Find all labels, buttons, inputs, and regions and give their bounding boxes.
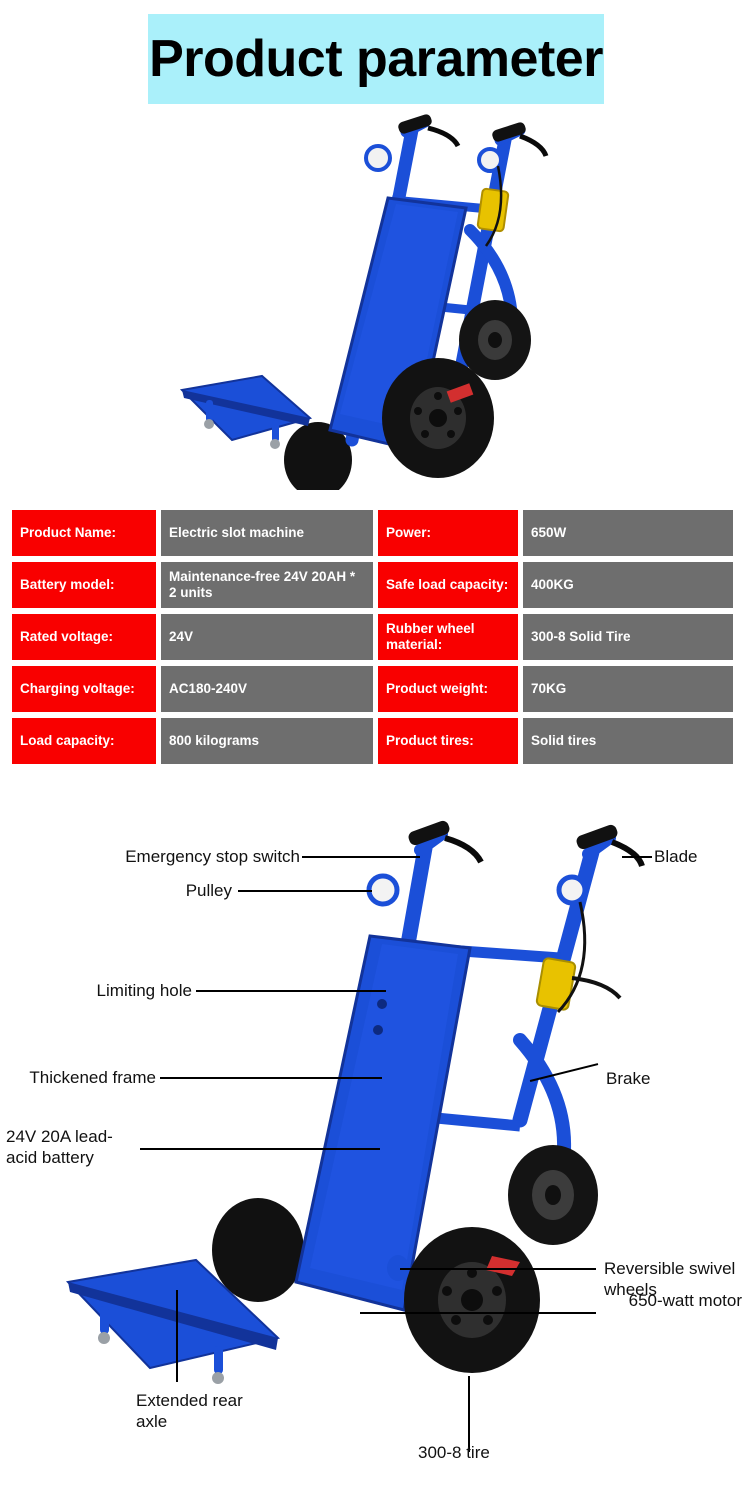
spec-value: Maintenance-free 24V 20AH * 2 units [161, 562, 373, 608]
spec-label: Load capacity: [12, 718, 156, 764]
leader-line-brake [622, 856, 652, 858]
callout-battery: 24V 20A lead-acid battery [6, 1127, 113, 1168]
callout-brake: Blade [654, 847, 698, 866]
hand-truck-illustration [0, 100, 750, 490]
table-row [12, 718, 738, 764]
spec-label: Rubber wheel material: [378, 614, 518, 660]
spec-label: Product Name: [12, 510, 156, 556]
callout-tire: 300-8 tire [418, 1443, 490, 1462]
table-row [12, 666, 738, 712]
table-row [12, 510, 738, 556]
page-title: Product parameter [149, 30, 603, 88]
spec-label: Charging voltage: [12, 666, 156, 712]
callout-emergency-stop-switch: Emergency stop switch [125, 847, 300, 866]
callout-pulley: Pulley [185, 881, 232, 900]
spec-value: 70KG [523, 666, 733, 712]
spec-value: Electric slot machine [161, 510, 373, 556]
spec-label: Power: [378, 510, 518, 556]
table-row [12, 614, 738, 660]
product-hero-image [0, 100, 750, 490]
leader-line-limiting-hole [196, 990, 386, 992]
leader-line-thickened-frame [160, 1077, 382, 1079]
callout-limiting-hole: Limiting hole [96, 981, 192, 1000]
annotated-product-diagram [0, 790, 750, 1490]
table-row [12, 562, 738, 608]
spec-value: 400KG [523, 562, 733, 608]
leader-line-motor [400, 1268, 596, 1270]
spec-value: 650W [523, 510, 733, 556]
specification-table [12, 510, 738, 770]
callout-motor: Reversible swivel wheels [604, 1259, 736, 1300]
spec-value: AC180-240V [161, 666, 373, 712]
callout-extended-rear-axle: 650-watt motor [628, 1291, 742, 1310]
spec-label: Rated voltage: [12, 614, 156, 660]
spec-label: Battery model: [12, 562, 156, 608]
spec-value: 24V [161, 614, 373, 660]
leader-line-rear-axle [360, 1312, 596, 1314]
callout-blade: Extended rear axle [136, 1391, 243, 1432]
leader-line-pulley [238, 890, 372, 892]
spec-label: Safe load capacity: [378, 562, 518, 608]
leader-line-emergency-stop [302, 856, 420, 858]
page-title-banner [148, 14, 604, 104]
callout-reversible-swivel-wheels: Brake [606, 1069, 651, 1088]
leader-line-blade-vertical [176, 1290, 178, 1382]
spec-value: 300-8 Solid Tire [523, 614, 733, 660]
leader-line-tire-vertical [468, 1376, 470, 1452]
spec-label: Product weight: [378, 666, 518, 712]
spec-value: Solid tires [523, 718, 733, 764]
callout-thickened-frame: Thickened frame [29, 1068, 156, 1087]
leader-line-battery [140, 1148, 380, 1150]
spec-value: 800 kilograms [161, 718, 373, 764]
spec-label: Product tires: [378, 718, 518, 764]
